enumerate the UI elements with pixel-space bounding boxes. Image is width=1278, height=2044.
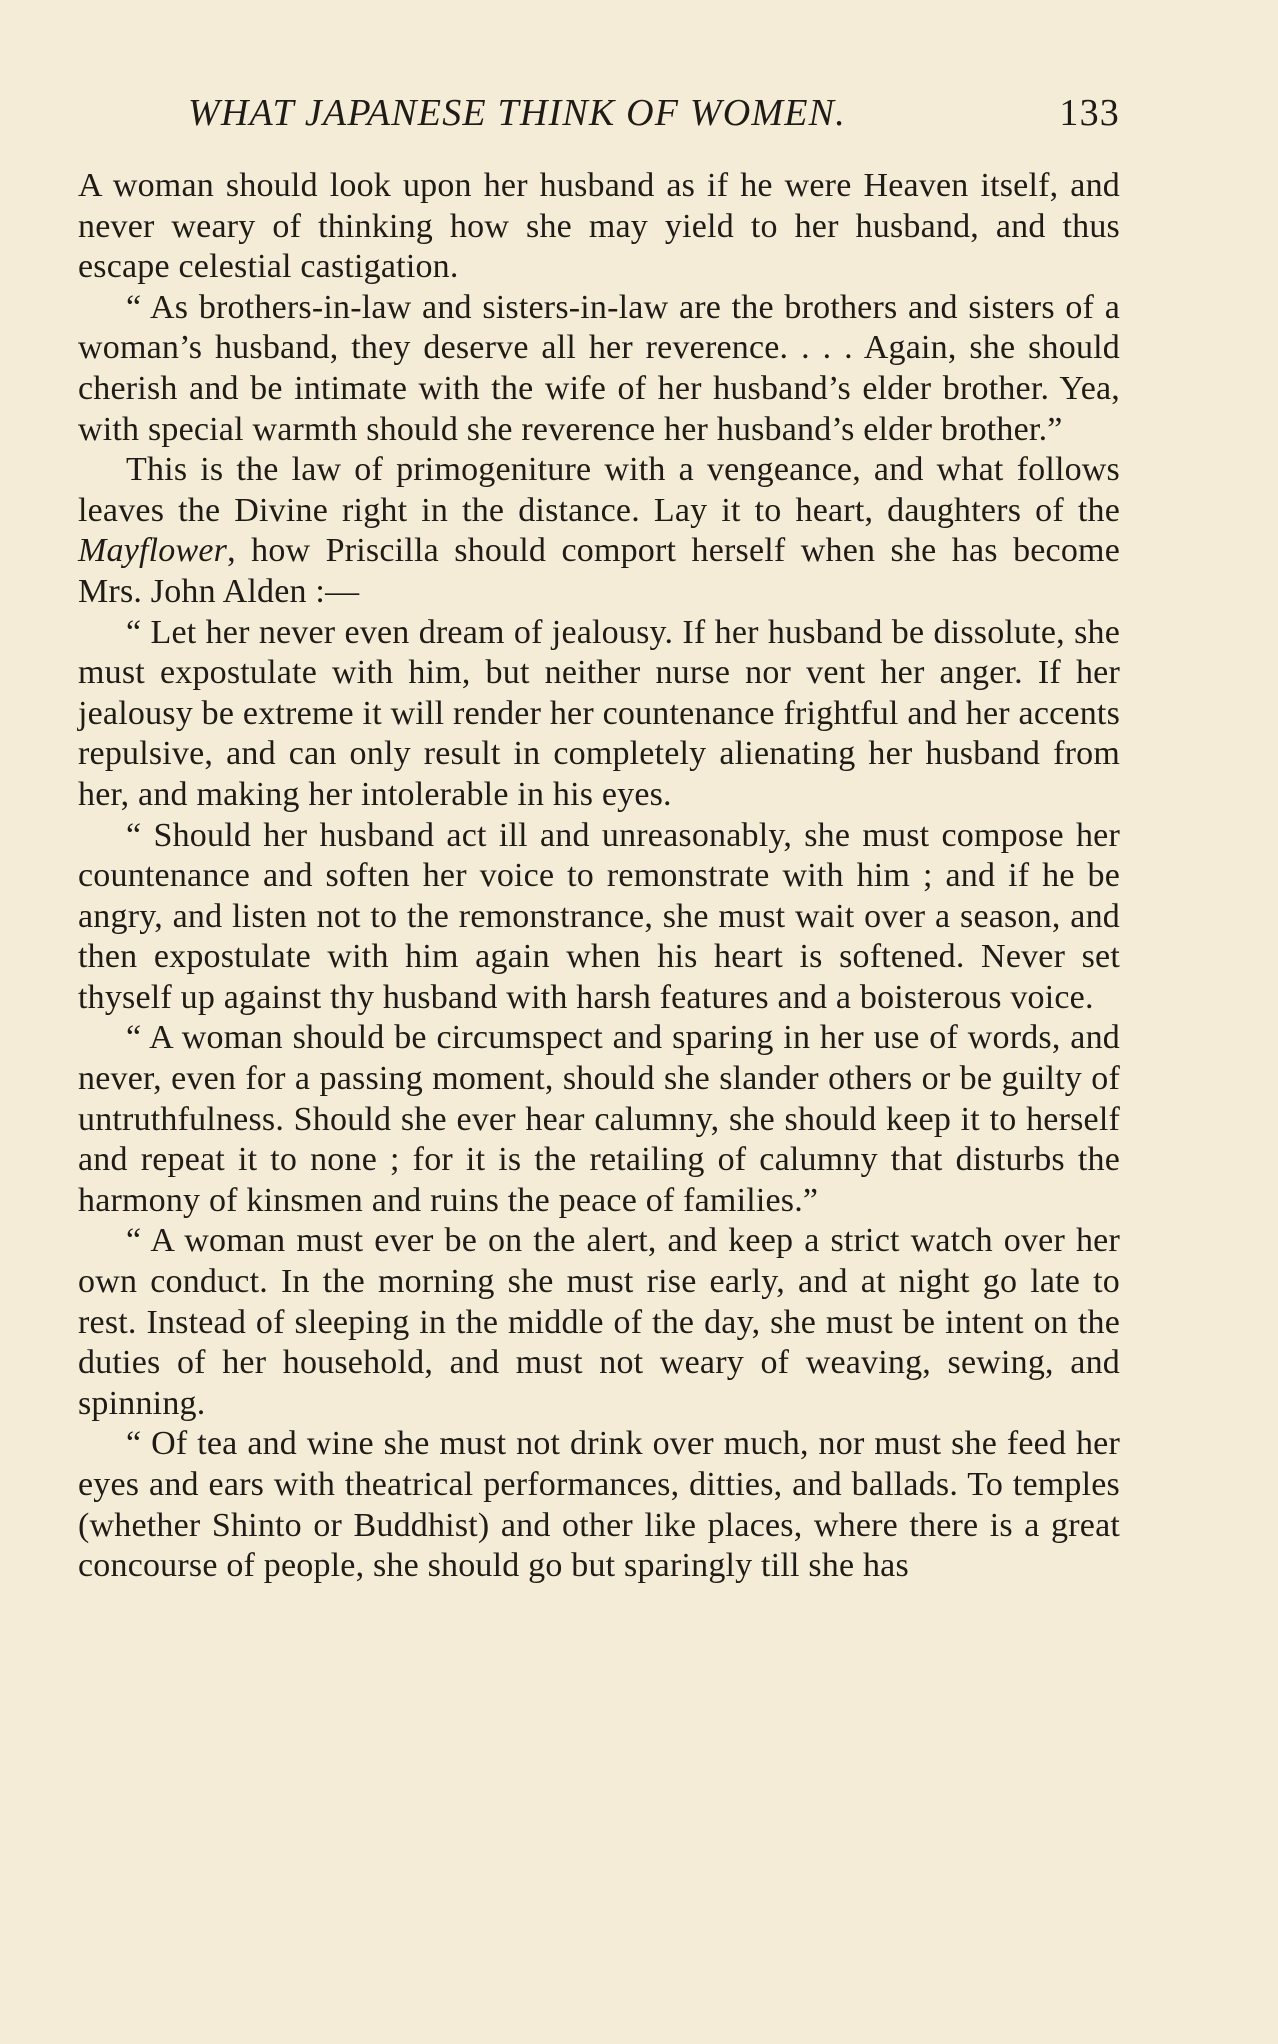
paragraph-8: “ Of tea and wine she must not drink over much, nor must she feed her eyes and ears with theatrical performances, ditties, and ballads. To temples (whether Shinto or Buddhist) and other like places, where there is a great concourse of people, she should go but sparingly till she has <box>78 1425 1120 1585</box>
paragraph-5: “ Should her husband act ill and unreasonably, she must compose her countenance and soften her voice to remonstrate with him ; and if he be angry, and listen not to the remonstrance, she must wait over a season, and then expostulate with him again when his heart is softened. Never set thyself up against thy husband with harsh features and a boisterous voice. <box>78 816 1120 1016</box>
paragraph-4: “ Let her never even dream of jealousy. If her husband be dissolute, she must expostulate with him, but neither nurse nor vent her anger. If her jealousy be extreme it will render her countenance frightful and her accents repulsive, and can only result in completely alienating her husband from her, and making her intolerable in his eyes. <box>78 613 1120 813</box>
paragraph-3-text-start: This is the law of primogeniture with a vengeance, and what follows leaves the Divine right in the distance. Lay it to heart, daughters of the <box>78 451 1120 529</box>
paragraph-3 <box>78 450 1120 612</box>
paragraph-7: “ A woman must ever be on the alert, and keep a strict watch over her own conduct. In the morning she must rise early, and at night go late to rest. Instead of sleeping in the middle of the day, she must be intent on the duties of her household, and must not weary of weaving, sewing, and spinning. <box>78 1222 1120 1422</box>
running-head <box>78 86 1120 140</box>
paragraph-1: A woman should look upon her husband as if he were Heaven itself, and never weary of thinking how she may yield to her husband, and thus escape celestial castigation. <box>78 167 1120 286</box>
paragraph-3-text-end: , how Priscilla should comport herself when she has become Mrs. John Alden :— <box>78 532 1120 610</box>
page-number: 133 <box>1059 92 1120 134</box>
body-text <box>78 166 1120 1587</box>
running-title: WHAT JAPANESE THINK OF WOMEN. <box>188 92 846 134</box>
paragraph-2: “ As brothers-in-law and sisters-in-law are the brothers and sisters of a woman’s husband, they deserve all her reverence. . . . Again, she should cherish and be intimate with the wife of her husband’s elder brother. Yea, with special warmth should she reverence her husband’s elder brother.” <box>78 288 1120 448</box>
mayflower-italic: Mayflower <box>78 532 228 570</box>
paragraph-6: “ A woman should be circumspect and sparing in her use of words, and never, even for a passing moment, should she slander others or be guilty of untruthfulness. Should she ever hear calumny, she should keep it to herself and repeat it to none ; for it is the retailing of calumny that disturbs the harmony of kinsmen and ruins the peace of families.” <box>78 1019 1120 1219</box>
